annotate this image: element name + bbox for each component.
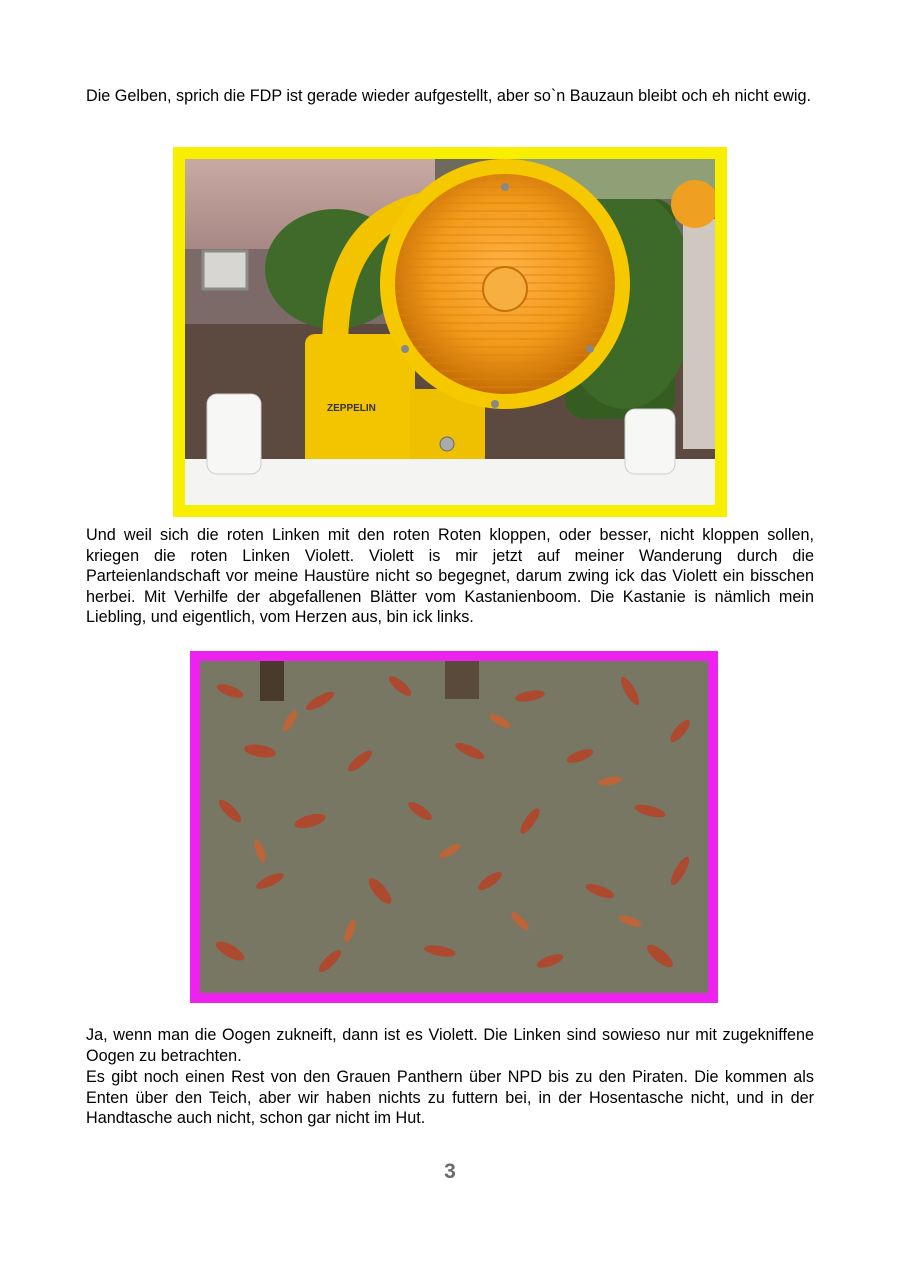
paragraph-violett: Und weil sich die roten Linken mit den roten Roten kloppen, oder besser, nicht kloppen sollen, kriegen die roten Linken Violett. Violett is mir jetzt auf meiner Wanderung durch die Parteienlandschaft vor meine Haustüre nicht so begegnet, darum zwing ick das Violett ein bisschen herbei. Mit Verhilfe der abgefallenen Blätter vom Kastanienboom. Die Kastanie is nämlich mein Liebling, und eigentlich, vom Herzen aus, bin ick links. — [86, 526, 814, 626]
paragraph-rest-parteien: Es gibt noch einen Rest von den Grauen Panthern über NPD bis zu den Piraten. Die kommen als Enten über den Teich, aber wir haben nichts zu futtern bei, in der Hosentasche nicht, und in der Handtasche auch nicht, schon gar nicht im Hut. — [86, 1068, 814, 1127]
fallen-leaves-photo — [200, 661, 708, 993]
paragraph-oogen: Ja, wenn man die Oogen zukneift, dann ist es Violett. Die Linken sind sowieso nur mit zugekniffene Oogen zu betrachten. — [86, 1026, 814, 1065]
fallen-leaves-image — [200, 661, 708, 993]
paragraph-fdp: Die Gelben, sprich die FDP ist gerade wieder aufgestellt, aber so`n Bauzaun bleibt och eh nicht ewig. — [86, 87, 811, 105]
warning-lamp-photo — [185, 159, 715, 505]
page-number: 3 — [444, 1160, 456, 1183]
zeppelin-label: ZEPPELIN — [327, 403, 376, 414]
warning-lamp-image — [185, 159, 715, 505]
